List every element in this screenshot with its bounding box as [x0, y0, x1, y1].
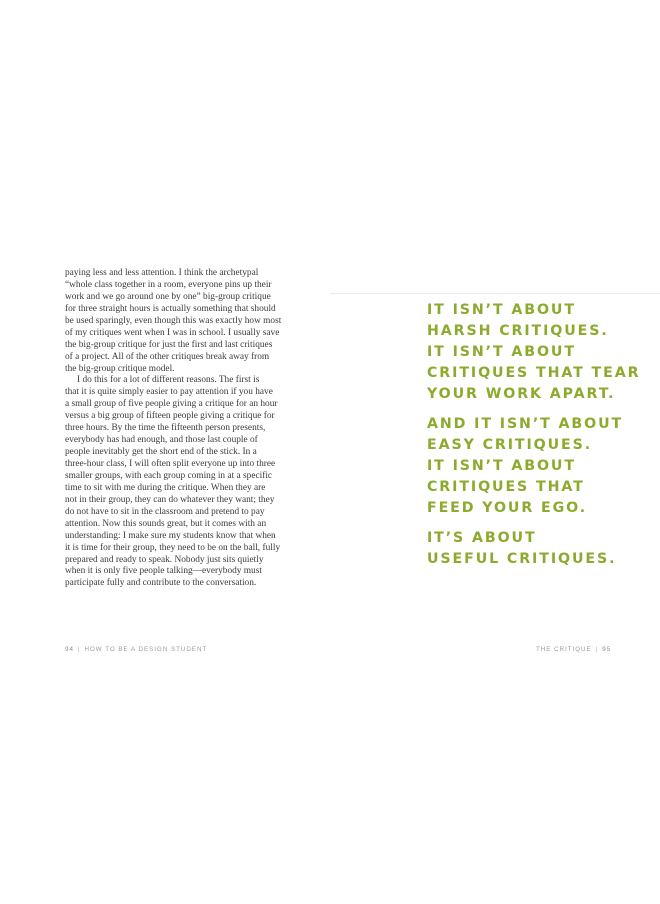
body-text-line: it is time for their group, they need to be on the ball, fully — [65, 542, 281, 553]
pull-quote-line: IT ISN’T ABOUT — [427, 458, 576, 474]
body-text-line: prepared and ready to speak. Nobody just sits quietly — [65, 554, 264, 565]
left-folio-separator: | — [77, 646, 81, 653]
top-rule-divider — [330, 293, 660, 294]
right-page — [330, 0, 660, 904]
body-text-line: of my critiques went when I was in school. I usually save — [65, 327, 280, 338]
pull-quote-block — [427, 528, 657, 570]
body-text-line: the big-group critique model. — [65, 363, 175, 374]
pull-quote-line: AND IT ISN’T ABOUT — [427, 416, 624, 432]
right-page-number: 95 — [602, 646, 612, 653]
left-page-number: 94 — [65, 646, 74, 653]
body-text-line: everybody has had enough, and those last couple of — [65, 435, 258, 446]
pull-quote-line: CRITIQUES THAT TEAR — [427, 365, 641, 381]
body-text-line: the big-group critique for just the first and last critiques — [65, 339, 273, 350]
pull-quote-line: HARSH CRITIQUES. — [427, 323, 609, 339]
body-text-line: I do this for a lot of different reasons. The first is — [77, 375, 260, 386]
body-text-line: attention. Now this sounds great, but it comes with an — [65, 518, 267, 529]
pull-quote-block — [427, 414, 657, 519]
body-text-line: do not have to sit in the classroom and pretend to pay — [65, 506, 265, 517]
body-text-line: understanding: I make sure my students know that when — [65, 530, 276, 541]
right-running-head: THE CRITIQUE — [536, 646, 592, 653]
pull-quote-block — [427, 300, 657, 405]
pull-quote-line: IT ISN’T ABOUT — [427, 302, 576, 318]
pull-quote-line: YOUR WORK APART. — [427, 386, 616, 402]
body-text-line: “whole class together in a room, everyone pins up their — [65, 279, 272, 290]
body-text-line: three hours. By the time the fifteenth person presents, — [65, 423, 266, 434]
left-folio — [65, 646, 207, 653]
body-text-line: of a project. All of the other critiques break away from — [65, 351, 270, 362]
body-text-line: smaller groups, with each group coming in at a specific — [65, 470, 273, 481]
body-text-line: when it is only five people talking—everybody must — [65, 566, 262, 577]
body-text-line: paying less and less attention. I think the archetypal — [65, 268, 259, 278]
pull-quote-line: EASY CRITIQUES. — [427, 437, 593, 453]
pull-quote-line: FEED YOUR EGO. — [427, 500, 588, 516]
left-running-head: HOW TO BE A DESIGN STUDENT — [84, 646, 208, 653]
body-text-line: not in their group, they can do whatever they want; they — [65, 494, 275, 505]
body-text-line: that it is quite simply easier to pay attention if you have — [65, 387, 273, 398]
body-text-column — [65, 268, 289, 590]
body-text-line: people inevitably get the short end of the stick. In a — [65, 447, 257, 458]
body-text-line: a small group of five people giving a critique for an hour — [65, 399, 278, 410]
right-folio — [536, 646, 611, 653]
pull-quote-line: USEFUL CRITIQUES. — [427, 551, 617, 567]
body-text-line: be used sparingly, even though this was exactly how most — [65, 315, 282, 326]
body-text-line: three-hour class, I will often split everyone up into three — [65, 459, 276, 469]
body-text-line: versus a big group of fifteen people giving a critique for — [65, 411, 275, 422]
pull-quote-line: IT ISN’T ABOUT — [427, 344, 576, 360]
body-text-line: for three straight hours is actually something that should — [65, 303, 276, 314]
body-text-line: time to sit with me during the critique. When they are — [65, 482, 266, 493]
body-text-line: work and we go around one by one” big-group critique — [65, 291, 271, 302]
body-text-line: participate fully and contribute to the conversation. — [65, 578, 257, 589]
pull-quote-line: CRITIQUES THAT — [427, 479, 585, 495]
pull-quote-line: IT’S ABOUT — [427, 530, 537, 546]
right-folio-separator: | — [595, 646, 599, 653]
pull-quote — [427, 300, 657, 579]
